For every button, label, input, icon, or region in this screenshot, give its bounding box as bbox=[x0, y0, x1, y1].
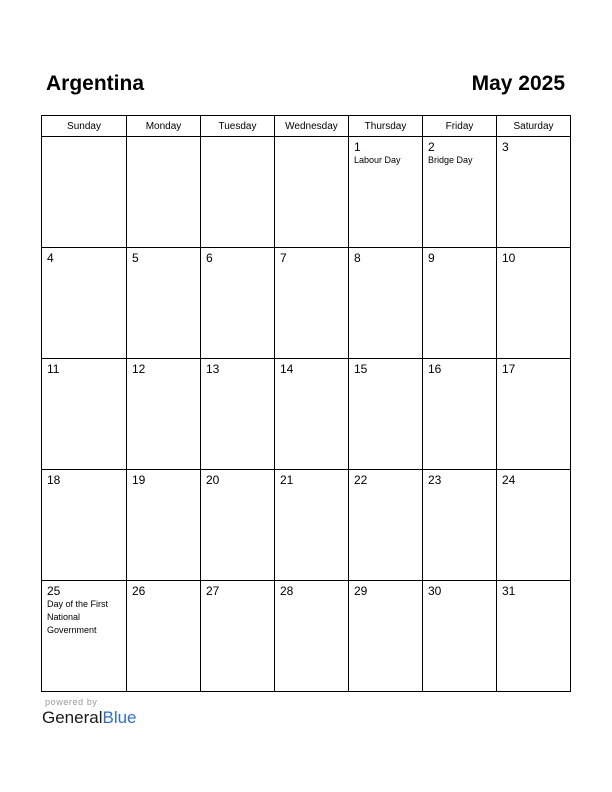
day-number: 28 bbox=[280, 584, 294, 598]
day-cell[interactable] bbox=[423, 470, 497, 581]
holiday-label: Day of the First National Government bbox=[47, 599, 109, 635]
day-number: 1 bbox=[354, 140, 361, 154]
day-number: 24 bbox=[502, 473, 516, 487]
day-cell[interactable] bbox=[275, 470, 349, 581]
week-row bbox=[42, 470, 571, 581]
day-number: 7 bbox=[280, 251, 287, 265]
day-number: 6 bbox=[206, 251, 213, 265]
holiday-label: Labour Day bbox=[354, 155, 401, 165]
weekday-header: Saturday bbox=[497, 116, 571, 137]
day-number: 11 bbox=[47, 362, 60, 376]
day-cell[interactable] bbox=[201, 359, 275, 470]
day-number: 31 bbox=[502, 584, 516, 598]
day-cell[interactable] bbox=[497, 581, 571, 692]
day-cell[interactable] bbox=[349, 248, 423, 359]
day-cell[interactable] bbox=[201, 248, 275, 359]
week-row bbox=[42, 248, 571, 359]
weekday-header: Thursday bbox=[349, 116, 423, 137]
calendar-grid bbox=[41, 115, 571, 692]
weekday-header: Wednesday bbox=[275, 116, 349, 137]
day-number: 22 bbox=[354, 473, 368, 487]
day-cell[interactable] bbox=[42, 581, 127, 692]
day-number: 18 bbox=[47, 473, 61, 487]
day-cell[interactable] bbox=[42, 359, 127, 470]
day-number: 21 bbox=[280, 473, 294, 487]
day-number: 15 bbox=[354, 362, 368, 376]
day-cell bbox=[275, 137, 349, 248]
day-cell[interactable] bbox=[127, 248, 201, 359]
day-cell[interactable] bbox=[349, 581, 423, 692]
day-number: 27 bbox=[206, 584, 220, 598]
day-number: 23 bbox=[428, 473, 442, 487]
day-number: 19 bbox=[132, 473, 146, 487]
day-cell[interactable] bbox=[275, 248, 349, 359]
day-number: 17 bbox=[502, 362, 516, 376]
week-row bbox=[42, 581, 571, 692]
day-cell[interactable] bbox=[127, 359, 201, 470]
day-cell[interactable] bbox=[423, 359, 497, 470]
day-cell[interactable] bbox=[42, 248, 127, 359]
day-number: 5 bbox=[132, 251, 139, 265]
day-cell bbox=[42, 137, 127, 248]
day-number: 8 bbox=[354, 251, 361, 265]
day-cell[interactable] bbox=[127, 470, 201, 581]
day-number: 13 bbox=[206, 362, 220, 376]
day-cell[interactable] bbox=[201, 470, 275, 581]
day-number: 14 bbox=[280, 362, 294, 376]
weekday-header: Tuesday bbox=[201, 116, 275, 137]
day-cell[interactable] bbox=[497, 248, 571, 359]
day-number: 20 bbox=[206, 473, 220, 487]
day-number: 25 bbox=[47, 584, 61, 598]
day-number: 9 bbox=[428, 251, 435, 265]
day-cell[interactable] bbox=[201, 581, 275, 692]
day-number: 2 bbox=[428, 140, 435, 154]
day-number: 10 bbox=[502, 251, 516, 265]
day-cell[interactable] bbox=[42, 470, 127, 581]
day-cell[interactable] bbox=[349, 137, 423, 248]
day-cell[interactable] bbox=[349, 470, 423, 581]
week-row bbox=[42, 359, 571, 470]
week-row bbox=[42, 137, 571, 248]
day-cell[interactable] bbox=[423, 137, 497, 248]
day-number: 30 bbox=[428, 584, 442, 598]
brand-name-part2: Blue bbox=[102, 708, 137, 727]
day-number: 26 bbox=[132, 584, 146, 598]
day-cell[interactable] bbox=[497, 470, 571, 581]
month-year-title: May 2025 bbox=[471, 72, 565, 95]
weekday-header: Monday bbox=[127, 116, 201, 137]
day-cell[interactable] bbox=[497, 137, 571, 248]
weekday-header: Sunday bbox=[42, 116, 127, 137]
day-cell[interactable] bbox=[423, 248, 497, 359]
day-cell[interactable] bbox=[275, 581, 349, 692]
holiday-label: Bridge Day bbox=[428, 155, 473, 165]
day-cell[interactable] bbox=[497, 359, 571, 470]
day-cell bbox=[201, 137, 275, 248]
day-number: 4 bbox=[47, 251, 54, 265]
day-number: 16 bbox=[428, 362, 442, 376]
day-cell[interactable] bbox=[127, 581, 201, 692]
country-title: Argentina bbox=[46, 72, 145, 95]
day-cell[interactable] bbox=[275, 359, 349, 470]
weekday-header: Friday bbox=[423, 116, 497, 137]
brand-name-part1: General bbox=[42, 708, 103, 727]
generalblue-logo[interactable] bbox=[42, 708, 137, 728]
day-number: 12 bbox=[132, 362, 146, 376]
day-number: 29 bbox=[354, 584, 368, 598]
day-cell bbox=[127, 137, 201, 248]
day-cell[interactable] bbox=[349, 359, 423, 470]
weekday-header-row bbox=[42, 116, 571, 137]
day-cell[interactable] bbox=[423, 581, 497, 692]
powered-by-label: powered by bbox=[45, 697, 98, 707]
day-number: 3 bbox=[502, 140, 509, 154]
